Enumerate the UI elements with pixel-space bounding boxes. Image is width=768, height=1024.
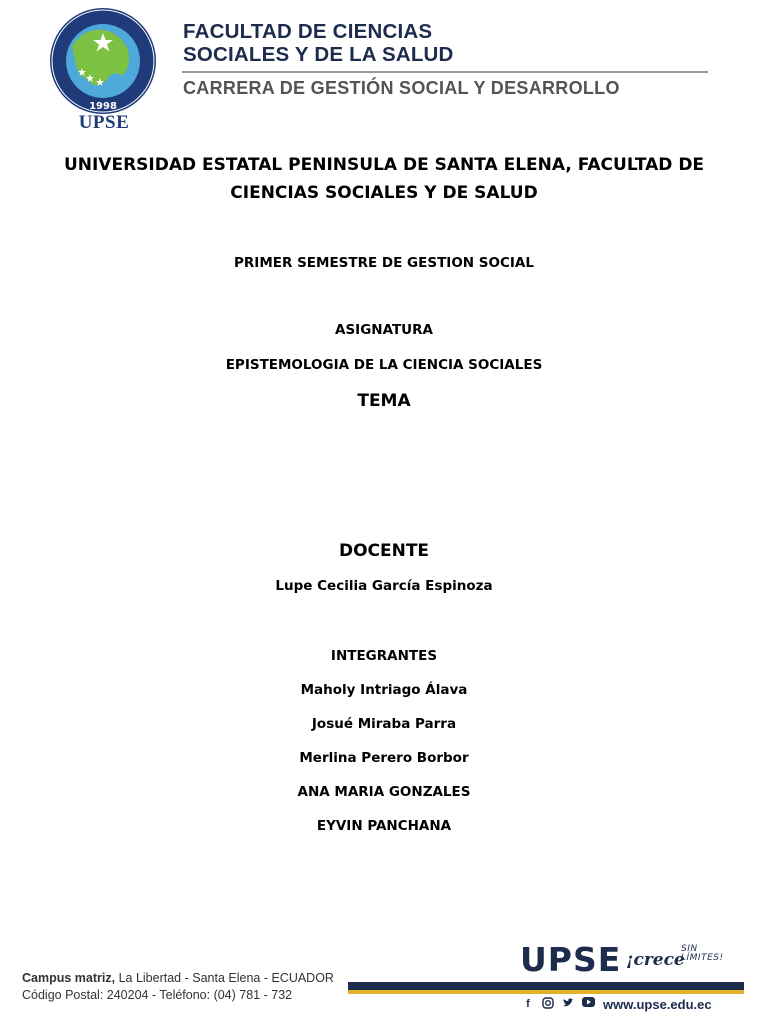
footer-slogan: ¡crece: [626, 950, 685, 970]
footer-address: [22, 970, 334, 1004]
career-title: CARRERA DE GESTIÓN SOCIAL Y DESARROLLO: [183, 78, 620, 98]
twitter-icon[interactable]: [561, 997, 575, 1011]
member-name: Maholy Intriago Álava: [300, 682, 468, 698]
seal-year: 1998: [89, 101, 117, 112]
subject-label: ASIGNATURA: [335, 322, 433, 338]
teacher-label: DOCENTE: [338, 541, 430, 561]
youtube-icon[interactable]: [581, 997, 595, 1011]
member-name: Josué Miraba Parra: [311, 716, 457, 732]
university-seal-icon: [48, 6, 158, 116]
footer-contact: Código Postal: 240204 - Teléfono: (04) 781 - 732: [22, 988, 293, 1002]
member-name: ANA MARIA GONZALES: [297, 784, 471, 800]
facebook-icon[interactable]: f: [526, 998, 530, 1010]
instagram-icon[interactable]: [541, 997, 555, 1011]
university-heading-line2: CIENCIAS SOCIALES Y DE SALUD: [230, 183, 538, 203]
footer-bar-navy: [348, 982, 744, 990]
semester-text: PRIMER SEMESTRE DE GESTION SOCIAL: [234, 255, 534, 271]
topic-label: TEMA: [357, 391, 411, 411]
university-logo: [48, 6, 160, 132]
faculty-title-line1: FACULTAD DE CIENCIAS: [183, 20, 433, 43]
footer-brand: UPSE: [520, 940, 622, 979]
faculty-title-line2: SOCIALES Y DE LA SALUD: [183, 43, 454, 66]
university-heading: [0, 151, 768, 207]
campus-location: La Libertad - Santa Elena - ECUADOR: [118, 971, 334, 985]
footer-slogan-small: SIN LÍMITES!: [681, 944, 724, 963]
members-label: INTEGRANTES: [330, 648, 438, 664]
teacher-name: Lupe Cecilia García Espinoza: [275, 578, 493, 594]
member-name: Merlina Perero Borbor: [299, 750, 469, 766]
footer-bar-gold: [348, 990, 744, 994]
logo-text: UPSE: [78, 112, 130, 133]
social-links: [521, 997, 595, 1011]
header-divider: [182, 71, 708, 73]
university-heading-line1: UNIVERSIDAD ESTATAL PENINSULA DE SANTA ELENA, FACULTAD DE: [63, 155, 705, 175]
campus-label: Campus matriz,: [22, 971, 116, 985]
subject-name: EPISTEMOLOGIA DE LA CIENCIA SOCIALES: [225, 357, 543, 373]
member-name: EYVIN PANCHANA: [316, 818, 452, 834]
website-link[interactable]: www.upse.edu.ec: [603, 997, 712, 1012]
